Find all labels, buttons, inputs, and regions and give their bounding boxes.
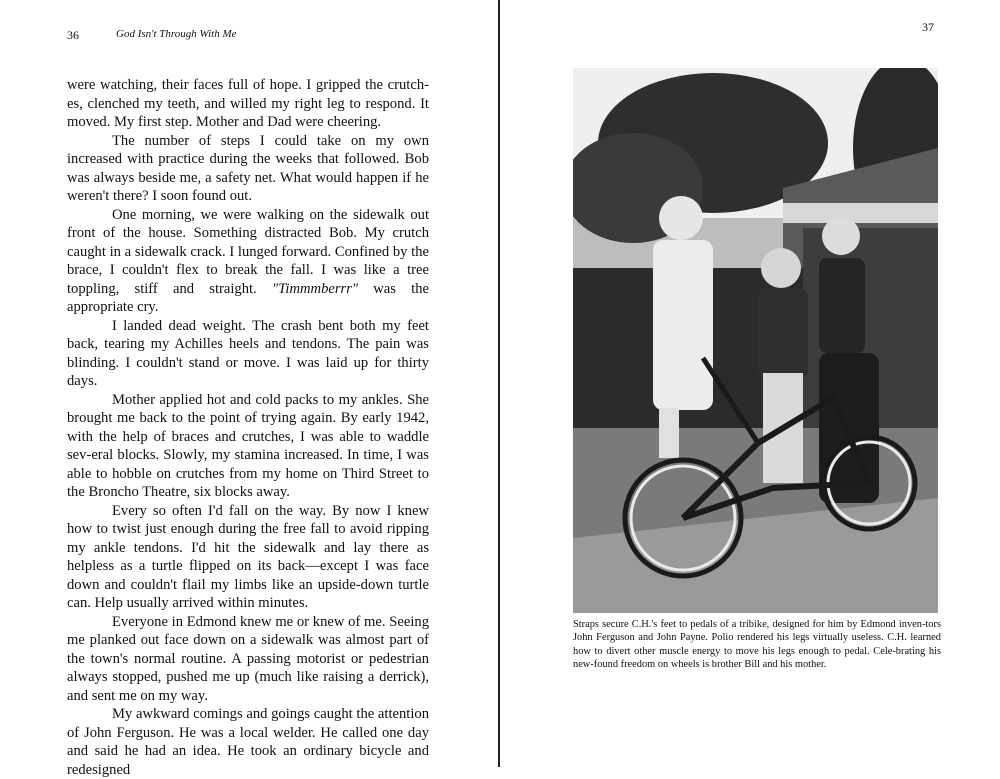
right-page [501,0,1000,767]
running-title: God Isn't Through With Me [116,28,237,40]
paragraph: Everyone in Edmond knew me or knew of me. Seeing me planked out face down on a sidewalk was almost part of the town's normal routine. A passing motorist or pedestrian always stopped, pushed me up (much like raising a derrick), and sent me on my way. [67,613,429,704]
left-page [0,0,498,778]
family-bicycle-photo [573,68,938,613]
paragraph: Mother applied hot and cold packs to my ankles. She brought me back to the point of trying again. By early 1942, with the help of braces and crutches, I was able to waddle sev-eral blocks. Slowly, my stamina increased. In time, I was able to hobble on crutches from my home on Third Street to the Broncho Theatre, six blocks away. [67,391,429,500]
timber-quote: "Timmmberrr" [271,280,359,297]
timber-tail: was the appropriate cry. [67,280,429,315]
body-text [67,76,429,779]
paragraph-text: One morning, we were walking on the sidewalk out front of the house. Something distracted Bob. My crutch caught in a sidewalk crack. I lunged forward. Confined by the brace, I couldn't flex to break the fall. I was like a tree toppling, stiff and straight. [67,206,429,297]
paragraph [67,206,429,317]
paragraph: Every so often I'd fall on the way. By now I knew how to twist just enough during the free fall to avoid ripping my ankle tendons. I'd hit the sidewalk and lay there as helpless as a turtle flipped on its back—except I was face down and couldn't flail my limbs like an upside-down turtle can. Help usually arrived within minutes. [67,502,429,611]
book-gutter [498,0,500,767]
left-page-number: 36 [67,28,79,42]
paragraph: were watching, their faces full of hope. I gripped the crutch-es, clenched my teeth, and willed my right leg to respond. It moved. My first step. Mother and Dad were cheering. [67,77,429,130]
right-page-number: 37 [922,20,934,34]
paragraph: My awkward comings and goings caught the attention of John Ferguson. He was a local welder. He called one day and said he had an idea. He took an ordinary bicycle and redesigned [67,706,429,778]
paragraph: I landed dead weight. The crash bent both my feet back, tearing my Achilles heels and tendons. The pain was blinding. I couldn't stand or move. I was laid up for thirty days. [67,317,429,389]
paragraph: The number of steps I could take on my own increased with practice during the weeks that followed. Bob was always beside me, a safety net. What would happen if he weren't there? I soon found out. [67,132,429,204]
photo-caption: Straps secure C.H.'s feet to pedals of a tribike, designed for him by Edmond inven-tors John Ferguson and John Payne. Polio rendered his legs virtually useless. C.H. learned how to divert other muscle energy to move his legs enough to pedal. Cele-brating his new-found freedom on wheels is brother Bill and his mother. [573,619,941,670]
photo-illustration [573,68,938,613]
